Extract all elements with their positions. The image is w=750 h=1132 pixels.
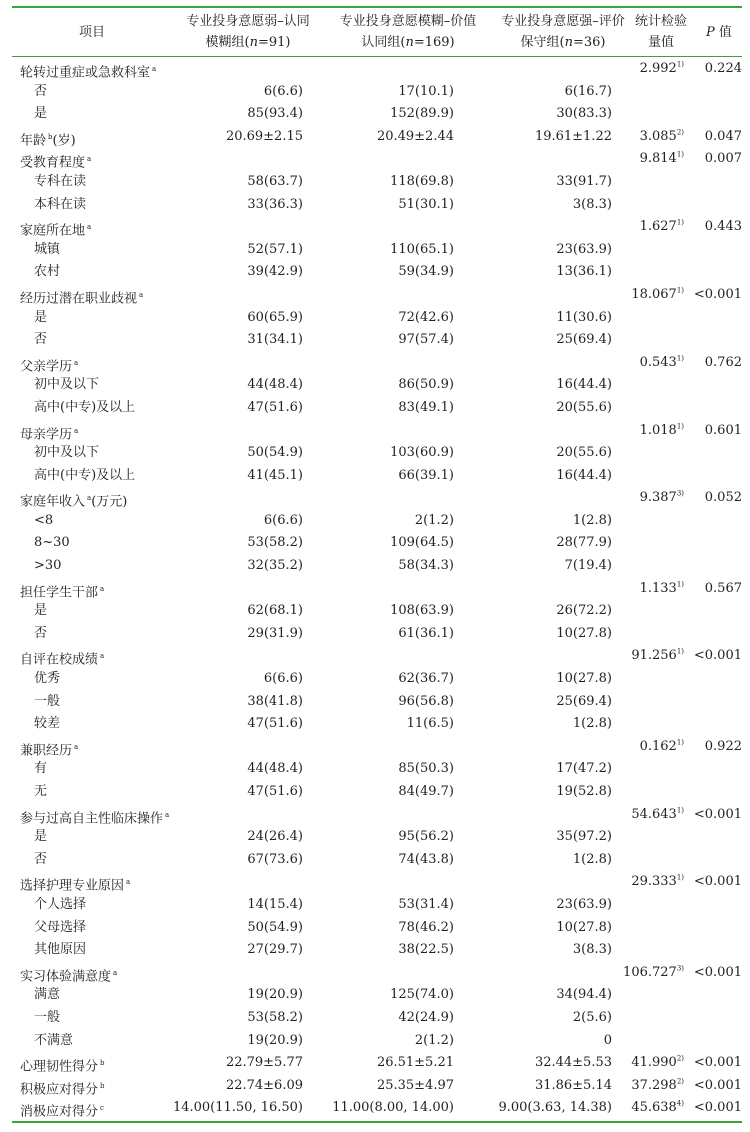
cell-g3: 23(63.9): [556, 241, 612, 257]
header-p-value: [696, 10, 742, 54]
cell-g1: 47(51.6): [247, 399, 303, 415]
cell-g1: 19(20.9): [247, 1032, 303, 1048]
table-row-category: [12, 1052, 742, 1075]
table-row-category: [12, 645, 742, 668]
cell-g1: 41(45.1): [247, 467, 303, 483]
table-row-category: [12, 804, 742, 827]
row-label: 其他原因: [34, 942, 87, 958]
cell-p-value: <0.001: [693, 648, 742, 664]
footnote-mark: a: [100, 584, 105, 593]
footnote-mark: a: [87, 494, 92, 503]
cell-p-value: 0.443: [704, 219, 742, 235]
cell-p-value: 0.052: [704, 490, 742, 506]
cell-g3: 20(55.6): [556, 445, 612, 461]
cell-g2: 62(36.7): [398, 671, 454, 687]
cell-g2: 11(6.5): [406, 716, 454, 732]
table-row: [12, 1030, 742, 1053]
cell-statistic: 3.085$^{2)}$: [639, 128, 684, 144]
header-stat: [626, 10, 696, 54]
row-label: 8~30: [34, 535, 70, 551]
table-top-rule: [12, 6, 742, 8]
cell-g1: 38(41.8): [247, 693, 303, 709]
cell-p-value: 0.762: [704, 354, 742, 370]
row-label: 参与过高自主性临床操作 $^a$: [20, 810, 170, 826]
cell-g3: 32.44±5.53: [534, 1055, 612, 1071]
cell-g2: 103(60.9): [390, 445, 454, 461]
cell-statistic: 37.298$^{2)}$: [631, 1077, 684, 1093]
cell-g1: 22.74±6.09: [225, 1077, 303, 1093]
row-label: 是: [34, 309, 48, 325]
footnote-mark: a: [152, 65, 157, 73]
cell-g2: 110(65.1): [390, 241, 454, 257]
cell-statistic: 45.638$^{4)}$: [631, 1099, 684, 1116]
table-row-category: [12, 736, 742, 759]
cell-g2: 66(39.1): [398, 467, 454, 483]
cell-statistic: 2.992$^{1)}$: [639, 60, 684, 76]
cell-g3: 35(97.2): [556, 829, 612, 845]
row-label: 经历过潜在职业歧视 $^a$: [20, 290, 144, 307]
row-label: 初中及以下: [34, 377, 100, 393]
cell-p-value: 0.567: [704, 580, 742, 596]
cell-g3: 10(27.8): [556, 671, 612, 687]
cell-g1: 47(51.6): [247, 784, 303, 799]
cell-g2: 25.35±4.97: [376, 1077, 454, 1093]
cell-g1: 6(6.6): [263, 671, 303, 687]
table-row-category: [12, 1075, 742, 1098]
cell-p-value: 0.601: [704, 422, 742, 438]
table-row: [12, 917, 742, 940]
footnote-mark: c: [100, 1104, 104, 1113]
header-g3-line2: 保守组(n=36): [520, 35, 606, 50]
table-row-category: [12, 420, 742, 443]
row-label: 农村: [34, 264, 61, 280]
header-g1-line2: 模糊组(n=91): [205, 35, 291, 50]
row-label: 家庭年收入 $^a$(万元): [20, 494, 128, 510]
cell-p-value: <0.001: [693, 286, 742, 302]
cell-g3: 25(69.4): [556, 693, 612, 709]
header-g3-line1: 专业投身意愿强–评价: [501, 14, 625, 29]
table-row: [12, 939, 742, 962]
table-row-category: [12, 58, 742, 81]
cell-p-value: 0.224: [704, 61, 742, 76]
table-row: [12, 465, 742, 488]
cell-g3: 13(36.1): [556, 264, 612, 280]
header-stat-line1: 统计检验: [634, 14, 687, 29]
cell-p-value: 0.007: [704, 151, 742, 167]
cell-g3: 28(77.9): [556, 535, 612, 551]
table-row: [12, 239, 742, 262]
cell-g3: 7(19.4): [564, 558, 612, 574]
cell-g3: 16(44.4): [556, 467, 612, 483]
row-label: 受教育程度 $^a$: [20, 155, 92, 171]
cell-g3: 9.00(3.63, 14.38): [498, 1100, 612, 1116]
cell-g2: 108(63.9): [390, 603, 454, 619]
header-group-1: [174, 10, 322, 54]
cell-statistic: 0.543$^{1)}$: [639, 354, 684, 370]
cell-g1: 24(26.4): [247, 829, 303, 845]
row-label: 轮转过重症或急救科室 $^a$: [20, 65, 157, 81]
row-label: 专科在读: [34, 173, 87, 189]
cell-g1: 19(20.9): [247, 987, 303, 1003]
cell-g3: 19.61±1.22: [534, 128, 612, 144]
row-label: 消极应对得分 $^c$: [20, 1104, 104, 1120]
cell-g1: 39(42.9): [247, 264, 303, 280]
cell-g3: 16(44.4): [556, 377, 612, 393]
cell-g2: 109(64.5): [390, 535, 454, 551]
table-row: [12, 374, 742, 397]
cell-g1: 85(93.4): [247, 106, 303, 122]
cell-g1: 60(65.9): [247, 309, 303, 325]
table-row: [12, 781, 742, 804]
cell-g1: 29(31.9): [247, 625, 303, 641]
cell-g3: 25(69.4): [556, 332, 612, 348]
cell-p-value: <0.001: [693, 806, 742, 822]
row-label: 父亲学历 $^a$: [20, 358, 79, 375]
row-label: 较差: [34, 716, 61, 732]
table-header: [12, 10, 742, 54]
cell-g3: 17(47.2): [556, 761, 612, 777]
cell-g1: 58(63.7): [247, 173, 303, 189]
cell-g3: 11(30.6): [556, 309, 612, 325]
row-label: 是: [34, 603, 48, 619]
cell-g2: 58(34.3): [398, 558, 454, 574]
table-row-category: [12, 487, 742, 510]
footnote-mark: a: [74, 426, 79, 435]
cell-statistic: 1.018$^{1)}$: [639, 422, 684, 438]
cell-g3: 6(16.7): [564, 83, 612, 99]
table-row: [12, 691, 742, 714]
header-group-2: [328, 10, 488, 54]
cell-statistic: 1.133$^{1)}$: [639, 580, 684, 596]
table-row: [12, 894, 742, 917]
cell-g2: 17(10.1): [398, 83, 454, 99]
cell-g3: 1(2.8): [572, 512, 612, 528]
cell-g3: 1(2.8): [572, 716, 612, 732]
cell-statistic: 1.627$^{1)}$: [639, 218, 684, 235]
row-label: 年龄 $^b$(岁): [20, 132, 76, 149]
cell-g2: 11.00(8.00, 14.00): [332, 1100, 454, 1116]
row-label: 有: [34, 761, 48, 777]
cell-statistic: 9.814$^{1)}$: [639, 151, 684, 167]
table-row: [12, 758, 742, 781]
footnote-mark: b: [100, 1059, 105, 1068]
cell-g3: 26(72.2): [556, 603, 612, 619]
row-label: 本科在读: [34, 196, 87, 212]
footnote-mark: a: [126, 878, 131, 887]
cell-p-value: <0.001: [693, 1077, 742, 1093]
header-group-3: [488, 10, 638, 54]
cell-statistic: 54.643$^{1)}$: [631, 806, 684, 822]
cell-g2: 74(43.8): [398, 851, 454, 867]
table-row: [12, 510, 742, 533]
cell-g3: 10(27.8): [556, 919, 612, 935]
row-label: 家庭所在地 $^a$: [20, 223, 92, 239]
table-row: [12, 329, 742, 352]
cell-g1: 67(73.6): [247, 851, 303, 867]
table-row: [12, 623, 742, 646]
cell-g1: 27(29.7): [247, 942, 303, 958]
table-row-category: [12, 148, 742, 171]
cell-g2: 152(89.9): [390, 106, 454, 122]
row-label: 否: [34, 332, 48, 348]
row-label: 担任学生干部 $^a$: [20, 584, 105, 600]
row-label: 高中(中专)及以上: [34, 467, 136, 483]
row-label: 一般: [34, 693, 61, 709]
cell-g1: 20.69±2.15: [225, 128, 303, 144]
cell-g3: 34(94.4): [556, 987, 612, 1003]
row-label: 无: [34, 784, 48, 799]
row-label: 否: [34, 851, 48, 867]
cell-statistic: 0.162$^{1)}$: [639, 738, 684, 754]
cell-statistic: 106.727$^{3)}$: [623, 964, 684, 980]
cell-g1: 44(48.4): [247, 761, 303, 777]
table-row: [12, 194, 742, 217]
footnote-mark: a: [139, 290, 144, 299]
table-row: [12, 442, 742, 465]
cell-p-value: 0.922: [704, 738, 742, 754]
cell-g2: 59(34.9): [398, 264, 454, 280]
header-item-label: 项目: [78, 24, 105, 40]
table-row: [12, 1007, 742, 1030]
cell-g2: 95(56.2): [398, 829, 454, 845]
cell-g1: 44(48.4): [247, 377, 303, 393]
row-label: 初中及以下: [34, 445, 100, 461]
row-label: 不满意: [34, 1032, 74, 1048]
table-row-category: [12, 1097, 742, 1120]
cell-g2: 38(22.5): [398, 942, 454, 958]
cell-p-value: <0.001: [693, 874, 742, 890]
cell-g2: 85(50.3): [398, 761, 454, 777]
cell-g3: 33(91.7): [556, 173, 612, 189]
header-g2-line2: 认同组(n=169): [361, 35, 455, 50]
row-label: 优秀: [34, 671, 61, 687]
cell-g1: 32(35.2): [247, 558, 303, 574]
cell-g2: 42(24.9): [398, 1009, 454, 1025]
table-row: [12, 668, 742, 691]
cell-g3: 10(27.8): [556, 625, 612, 641]
row-label: 积极应对得分 $^b$: [20, 1081, 105, 1098]
cell-g2: 83(49.1): [398, 399, 454, 415]
cell-g1: 52(57.1): [247, 241, 303, 257]
table-row-category: [12, 962, 742, 985]
cell-g1: 6(6.6): [263, 83, 303, 99]
table-body: [12, 58, 742, 1120]
table-row: [12, 600, 742, 623]
table-row: [12, 81, 742, 104]
row-label: 是: [34, 106, 48, 122]
row-label: 心理韧性得分 $^b$: [20, 1059, 105, 1075]
row-label: 满意: [34, 987, 61, 1003]
row-label: 个人选择: [34, 896, 87, 912]
footnote-mark: a: [165, 810, 170, 819]
cell-g2: 96(56.8): [398, 693, 454, 709]
cell-g1: 53(58.2): [247, 1009, 303, 1025]
row-label: 父母选择: [34, 919, 87, 935]
table-row: [12, 261, 742, 284]
cell-statistic: 9.387$^{3)}$: [639, 489, 684, 506]
cell-g3: 31.86±5.14: [534, 1077, 612, 1093]
header-stat-line2: 量值: [647, 35, 674, 50]
row-label: <8: [34, 512, 54, 528]
row-label: 兼职经历 $^a$: [20, 742, 79, 759]
table-row: [12, 171, 742, 194]
cell-g1: 53(58.2): [247, 535, 303, 551]
footnote-mark: a: [87, 223, 92, 232]
cell-g1: 14(15.4): [247, 896, 303, 912]
header-p-label: P 值: [706, 24, 732, 40]
table-row-category: [12, 216, 742, 239]
cell-g3: 3(8.3): [572, 942, 612, 958]
table-header-rule: [12, 56, 742, 57]
row-label: 自评在校成绩 $^a$: [20, 652, 105, 668]
table-row: [12, 984, 742, 1007]
table-row-category: [12, 352, 742, 375]
row-label: 选择护理专业原因 $^a$: [20, 878, 131, 894]
cell-p-value: 0.047: [704, 128, 742, 144]
cell-g2: 86(50.9): [398, 377, 454, 393]
table-row: [12, 532, 742, 555]
cell-g3: 23(63.9): [556, 896, 612, 912]
cell-g3: 30(83.3): [556, 106, 612, 122]
cell-g1: 62(68.1): [247, 603, 303, 619]
cell-statistic: 91.256$^{1)}$: [631, 648, 684, 664]
cell-g3: 20(55.6): [556, 399, 612, 415]
table-row: [12, 849, 742, 872]
table-row-category: [12, 126, 742, 149]
cell-g2: 53(31.4): [398, 896, 454, 912]
cell-g1: 33(36.3): [247, 196, 303, 212]
table-row: [12, 307, 742, 330]
table-row: [12, 103, 742, 126]
cell-g2: 51(30.1): [398, 196, 454, 212]
table-row-category: [12, 578, 742, 601]
header-g2-line1: 专业投身意愿模糊–价值: [339, 14, 477, 29]
cell-g2: 125(74.0): [390, 987, 454, 1003]
row-label: 否: [34, 625, 48, 641]
cell-p-value: <0.001: [693, 1055, 742, 1071]
row-label: 是: [34, 829, 48, 845]
cell-g2: 2(1.2): [414, 512, 454, 528]
footnote-mark: a: [74, 742, 79, 751]
cell-g2: 61(36.1): [398, 625, 454, 641]
row-label: 母亲学历 $^a$: [20, 426, 79, 442]
header-item: [12, 10, 172, 54]
cell-g1: 50(54.9): [247, 445, 303, 461]
cell-g2: 72(42.6): [398, 309, 454, 325]
footnote-mark: a: [100, 652, 105, 661]
table-row-category: [12, 871, 742, 894]
cell-g3: 3(8.3): [572, 196, 612, 212]
cell-g2: 97(57.4): [398, 332, 454, 348]
cell-statistic: 18.067$^{1)}$: [631, 286, 684, 302]
table-row-category: [12, 284, 742, 307]
row-label: >30: [34, 558, 62, 574]
cell-g3: 0: [603, 1032, 612, 1048]
cell-g1: 47(51.6): [247, 716, 303, 732]
row-label: 高中(中专)及以上: [34, 399, 136, 415]
table-row: [12, 826, 742, 849]
cell-g3: 1(2.8): [572, 851, 612, 867]
table-row: [12, 555, 742, 578]
cell-g1: 14.00(11.50, 16.50): [172, 1100, 303, 1116]
footnote-mark: a: [87, 155, 92, 164]
table-row: [12, 713, 742, 736]
cell-g3: 2(5.6): [572, 1009, 612, 1025]
row-label: 否: [34, 83, 48, 99]
table-row: [12, 397, 742, 420]
cell-g1: 6(6.6): [263, 512, 303, 528]
cell-g2: 118(69.8): [390, 173, 454, 189]
cell-statistic: 29.333$^{1)}$: [631, 874, 684, 890]
cell-g1: 22.79±5.77: [225, 1055, 303, 1071]
cell-p-value: <0.001: [693, 1100, 742, 1116]
cell-g2: 26.51±5.21: [376, 1055, 454, 1071]
cell-g2: 84(49.7): [398, 784, 454, 799]
footnote-mark: b: [48, 132, 53, 141]
footnote-mark: b: [100, 1081, 105, 1090]
cell-g2: 20.49±2.44: [376, 128, 454, 144]
footnote-mark: a: [113, 968, 118, 977]
footnote-mark: a: [74, 358, 79, 367]
row-label: 一般: [34, 1009, 61, 1025]
cell-g3: 19(52.8): [556, 784, 612, 799]
cell-g1: 50(54.9): [247, 919, 303, 935]
cell-p-value: <0.001: [693, 964, 742, 980]
header-g1-line1: 专业投身意愿弱–认同: [186, 14, 310, 29]
table-bottom-rule: [12, 1121, 742, 1123]
cell-statistic: 41.990$^{2)}$: [631, 1054, 684, 1071]
cell-g1: 31(34.1): [247, 332, 303, 348]
cell-g2: 2(1.2): [414, 1032, 454, 1048]
cell-g2: 78(46.2): [398, 919, 454, 935]
row-label: 实习体验满意度 $^a$: [20, 968, 118, 985]
row-label: 城镇: [34, 241, 61, 257]
